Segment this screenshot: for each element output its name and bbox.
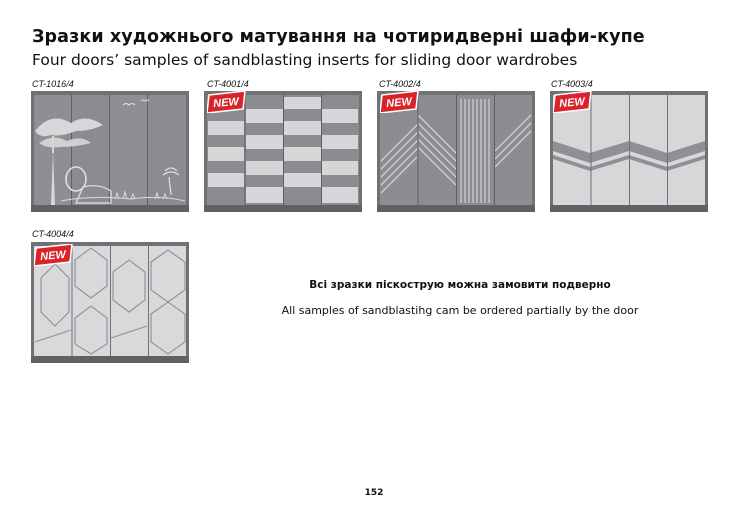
sample-code-ct-4003: CT-4003/4 <box>551 79 593 89</box>
order-note-ua: Всі зразки піскострую можна замовити подверно <box>309 279 611 291</box>
page-subtitle: Four doors’ samples of sandblasting inserts for sliding door wardrobes <box>32 51 578 69</box>
page-title: Зразки художнього матування на чотиридверні шафи-купе <box>32 27 645 47</box>
sample-code-ct-4002: CT-4002/4 <box>379 79 421 89</box>
new-badge-label: NEW <box>39 248 67 264</box>
sample-image-ct-1016 <box>31 91 189 212</box>
new-badge-icon <box>380 91 420 113</box>
new-badge-icon <box>34 244 74 266</box>
sample-code-ct-4004: CT-4004/4 <box>32 229 74 239</box>
sample-code-ct-1016: CT-1016/4 <box>32 79 74 89</box>
page-number: 152 <box>364 488 384 498</box>
new-badge-label: NEW <box>212 95 240 111</box>
order-note-en: All samples of sandblastihg cam be ordered partially by the door <box>281 304 639 317</box>
new-badge-label: NEW <box>558 95 586 111</box>
new-badge-icon <box>553 91 593 113</box>
new-badge-label: NEW <box>385 95 413 111</box>
sample-code-ct-4001: CT-4001/4 <box>207 79 249 89</box>
new-badge-icon <box>207 91 247 113</box>
